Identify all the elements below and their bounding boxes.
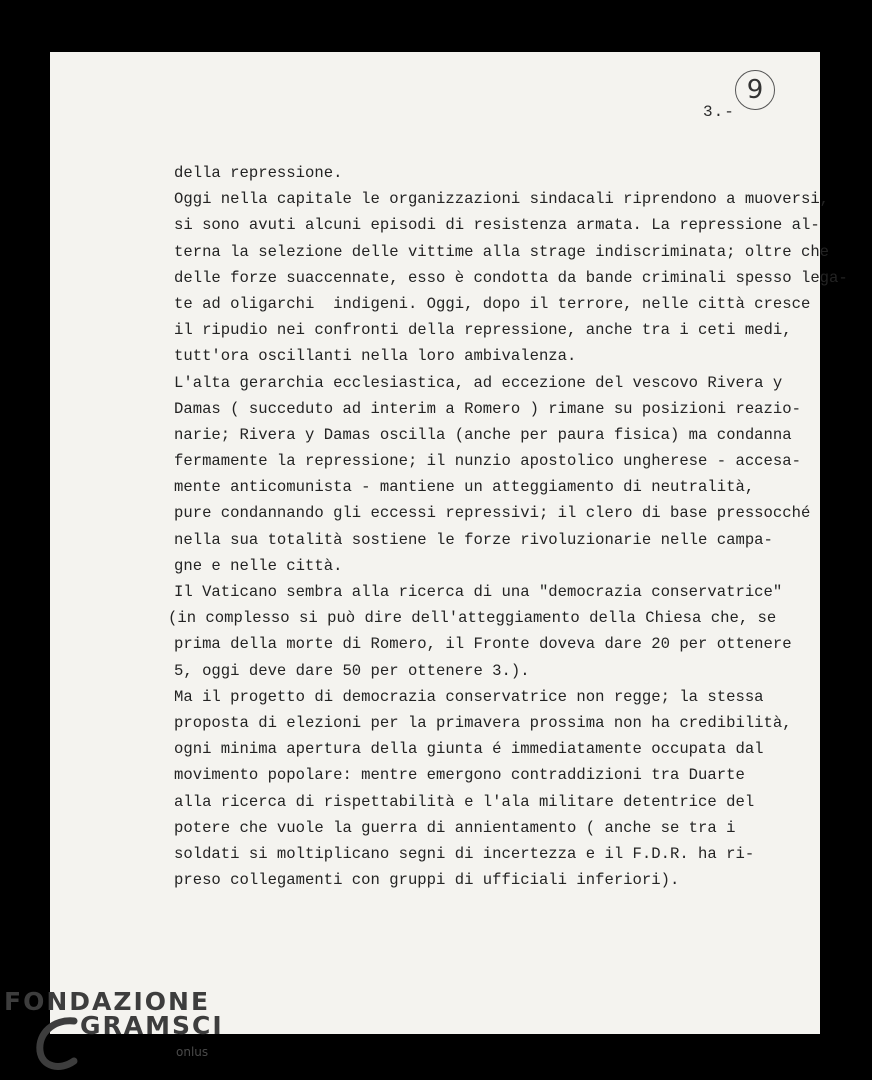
text-line: soldati si moltiplicano segni di incertezza e il F.D.R. ha ri- — [174, 844, 755, 863]
text-line: prima della morte di Romero, il Fronte doveva dare 20 per ottenere — [174, 635, 792, 654]
swoosh-icon — [34, 1011, 84, 1073]
text-line: mente anticomunista - mantiene un atteggiamento di neutralità, — [174, 478, 755, 497]
text-line: fermamente la repressione; il nunzio apostolico ungherese - accesa- — [174, 452, 801, 471]
text-line: della repressione. — [174, 164, 343, 182]
text-line: (in complesso si può dire dell'atteggiamento della Chiesa che, se — [168, 609, 777, 628]
text-line: movimento popolare: mentre emergono contraddizioni tra Duarte — [174, 766, 745, 785]
text-line: terna la selezione delle vittime alla strage indiscriminata; oltre che — [174, 242, 830, 261]
text-line: ogni minima apertura della giunta é immediatamente occupata dal — [174, 740, 764, 759]
text-line: delle forze suaccennate, esso è condotta da bande criminali spesso lega- — [174, 268, 848, 287]
text-line: L'alta gerarchia ecclesiastica, ad eccezione del vescovo Rivera y — [174, 373, 783, 392]
text-line: pure condannando gli eccessi repressivi; il clero di base pressocché — [174, 504, 811, 523]
logo-text-line1: FONDAZIONE — [4, 987, 211, 1016]
page-number: 3.- — [703, 103, 735, 121]
text-line: Il Vaticano sembra alla ricerca di una "democrazia conservatrice" — [174, 583, 783, 601]
text-line: preso collegamenti con gruppi di ufficiali inferiori). — [174, 871, 680, 890]
text-line: Damas ( succeduto ad interim a Romero ) rimane su posizioni reazio- — [174, 399, 801, 418]
text-line: si sono avuti alcuni episodi di resistenza armata. La repressione al- — [174, 216, 820, 235]
text-line: proposta di elezioni per la primavera prossima non ha credibilità, — [174, 713, 792, 732]
text-line: nella sua totalità sostiene le forze rivoluzionarie nelle campa- — [174, 530, 773, 549]
typewritten-text — [168, 160, 848, 893]
text-line: potere che vuole la guerra di annientamento ( anche se tra i — [174, 818, 736, 837]
text-line: 5, oggi deve dare 50 per ottenere 3.). — [174, 661, 530, 680]
logo-text-line2: GRAMSCI — [80, 1011, 224, 1040]
logo-subtitle: onlus — [176, 1045, 209, 1059]
text-line: Oggi nella capitale le organizzazioni sindacali riprendono a muoversi, — [174, 190, 830, 209]
text-line: te ad oligarchi indigeni. Oggi, dopo il terrore, nelle città cresce — [174, 294, 811, 313]
fondazione-gramsci-logo — [0, 985, 230, 1080]
text-line: gne e nelle città. — [174, 556, 343, 575]
text-line: Ma il progetto di democrazia conservatrice non regge; la stessa — [174, 687, 764, 706]
text-line: il ripudio nei confronti della repressione, anche tra i ceti medi, — [174, 321, 792, 340]
text-line: alla ricerca di rispettabilità e l'ala militare detentrice del — [174, 792, 755, 811]
circled-page-number: 9 — [735, 70, 775, 110]
text-line: tutt'ora oscillanti nella loro ambivalenza. — [174, 347, 577, 366]
text-line: narie; Rivera y Damas oscilla (anche per paura fisica) ma condanna — [174, 425, 792, 444]
